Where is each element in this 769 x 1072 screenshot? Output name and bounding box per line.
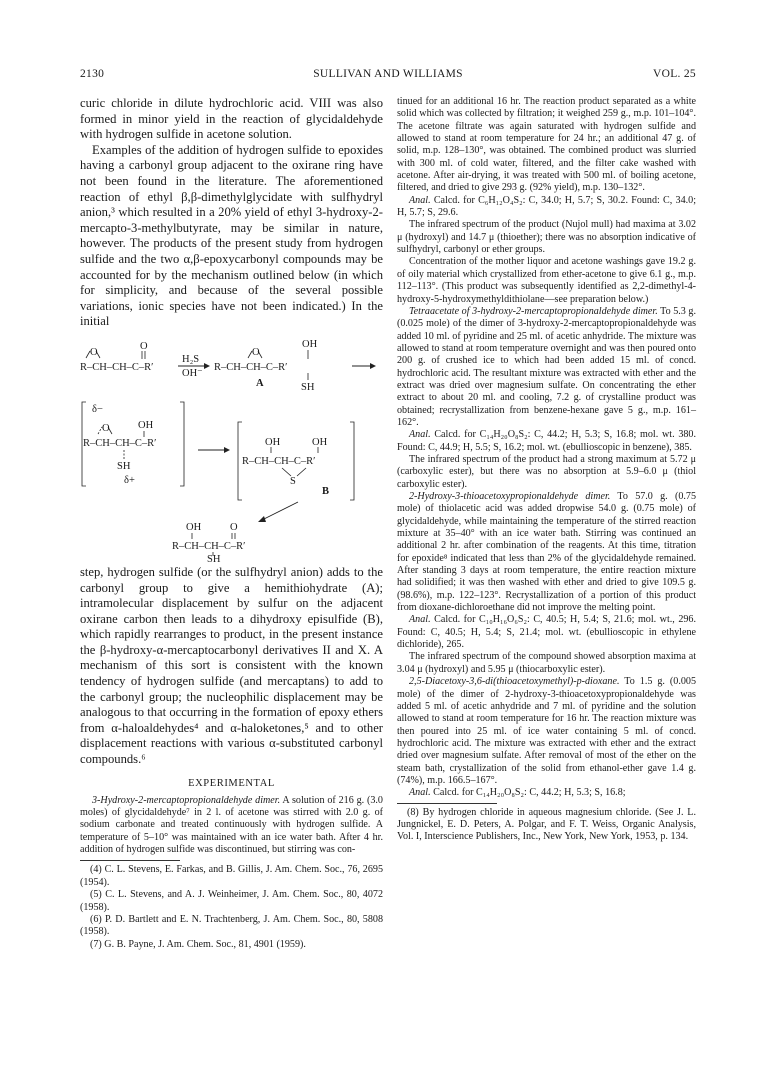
footnote: (4) C. L. Stevens, E. Farkas, and B. Gillis, J. Am. Chem. Soc., 76, 2695 (1954). — [80, 864, 383, 888]
compound-title: 2-Hydroxy-3-thioacetoxypropionaldehyde dimer. — [409, 491, 611, 502]
epoxide-oxygen: O — [90, 346, 98, 358]
ts-oxygen: O — [102, 422, 110, 434]
analysis-paragraph: Anal. Calcd. for C₁₀H₁₆O₆S₂: C, 40.5; H, 5.4; S, 21.6; mol. wt., 296. Found: C, 40.5; H, 5.4; S, 21.4; mol. wt. (ebullioscopic in ethylene dichloride), 265. — [397, 614, 696, 651]
ts-sh: SH — [117, 460, 131, 472]
product-a-formula: R–CH–CH–C–R′ — [214, 361, 288, 373]
footnote: (5) C. L. Stevens, and A. J. Weinheimer, J. Am. Chem. Soc., 80, 4072 (1958). — [80, 889, 383, 913]
paragraph: The infrared spectrum of the product had a strong maximum at 5.72 μ (carboxylic ester), but there was no absorption at 5.9–6.0 μ (thiol carboxylic ester). — [397, 453, 696, 490]
reagent-hydroxide: OH⁻ — [182, 367, 203, 379]
experimental-paragraph: 3-Hydroxy-2-mercaptopropionaldehyde dimer. A solution of 216 g. (3.0 moles) of glycidaldehyde⁷ in 2 l. of acetone was stirred with 2.0 g. of sodium carbonate and treated continuously with hydrogen sulfide. A temperature of 5–10° was maintained with an ice water bath. After 4 hr. addition of hydrogen sulfide was discontinued, but stirring was con- — [80, 794, 383, 855]
ts-oh: OH — [138, 419, 154, 431]
paragraph: The infrared spectrum of the compound showed absorption maxima at 3.04 μ (hydroxyl) and 5.95 μ (thiocarboxylic ester). — [397, 651, 696, 675]
b-oh-left: OH — [265, 436, 281, 448]
ts-formula: R–CH–CH–C–R′ — [83, 437, 157, 449]
footnote: (6) P. D. Bartlett and E. N. Trachtenberg, J. Am. Chem. Soc., 80, 5808 (1958). — [80, 913, 383, 938]
volume-label: VOL. 25 — [653, 68, 696, 80]
product-a-oh: OH — [302, 338, 318, 350]
compound-title: Tetraacetate of 3-hydroxy-2-mercaptopropionaldehyde dimer. — [409, 305, 658, 317]
reactant-formula: R–CH–CH–C–R′ — [80, 361, 154, 373]
paragraph: curic chloride in dilute hydrochloric acid. VIII was also formed in minor yield in the reaction of glycidaldehyde with hydrogen sulfide in acetone solution. — [80, 96, 383, 142]
product-sh: SH — [207, 553, 221, 562]
footnote-divider — [80, 860, 180, 861]
compound-title: 3-Hydroxy-2-mercaptopropionaldehyde dimer. — [92, 794, 281, 806]
footnote-divider — [397, 803, 497, 804]
analysis-paragraph: Anal. Calcd. for C₁₄H₂₀O₈S₂: C, 44.2; H, 5.3; S, 16.8; — [409, 787, 626, 799]
running-head-authors: SULLIVAN AND WILLIAMS — [313, 68, 463, 80]
paragraph: step, hydrogen sulfide (or the sulfhydryl anion) adds to the carbonyl group to give a hemithiohydrate (A); intramolecular displacement by sulfur on the adjacent oxirane carbon then leads to a dihydroxy episulfide (B), which rapidly rearranges to product, in the present instance the β-hydroxy-α-mercaptocarbonyl derivatives II and X. A mechanism of this sort is consistent with the known tendency of hydrogen sulfide (and mercaptans) to add to the carbonyl group; the nucleophilic displacement may be analogous to that occurring in the formation of epoxy ethers from α-haloaldehydes⁴ and α-haloketones,⁵ and to other displacement reactions with various α-substituted carbonyl compounds.⁶ — [80, 564, 383, 767]
delta-minus: δ− — [92, 403, 103, 415]
left-column — [80, 96, 383, 951]
b-sulfur: S — [290, 475, 296, 487]
delta-plus: δ+ — [124, 474, 135, 486]
paragraph: Examples of the addition of hydrogen sulfide to epoxides having a carbonyl group adjacent to the oxirane ring have not been found in the literature. The aforementioned reaction of ethyl β,β-dimethylglycidate with sulfhydryl anion,³ which resulted in a 20% yield of ethyl 3-hydroxy-2-mercapto-3-methylbutyrate, may be similar in nature, however. The products of the present study from hydrogen sulfide and the two α,β-epoxycarbonyl compounds may be accounted for by the mechanism outlined below (in which for simplicity, and because of the several possible variations, ionic species have not been indicated.) In the initial — [80, 142, 383, 329]
experimental-paragraph: 2-Hydroxy-3-thioacetoxypropionaldehyde dimer. To 57.0 g. (0.75 mole) of thiolacetic acid was added dropwise 54.0 g. (0.75 mole) of glycidaldehyde, while maintaining the temperature of the stirred reaction mixture at 35–40° with an ice water bath. Stirring was continued an additional 2 hr. after combination of the reagents. At this time, titration for epoxide⁸ indicated that less than 2% of the glycidaldehyde remained. After standing 3 days at room temperature, the entire reaction mixture had solidified; it was then washed with ether and dried to give 109.5 g. (98.6%), m.p. 122–123°. Recrystallization of a portion of this product from dioxane-dichloroethane did not improve the melting point. — [397, 491, 696, 614]
b-oh-right: OH — [312, 436, 328, 448]
footnote: (8) By hydrogen chloride in aqueous magnesium chloride. (See J. L. Jungnickel, E. D. Peters, A. Polgar, and F. T. Weiss, Organic Analysis, Vol. I, Interscience Publishers, Inc., New York, New York, 1953, p. 134. — [397, 806, 696, 843]
mechanism-diagram — [80, 336, 383, 562]
product-oxygen: O — [230, 521, 238, 533]
experimental-paragraph: 2,5-Diacetoxy-3,6-di(thioacetoxymethyl)-p-dioxane. To 1.5 g. (0.005 mole) of the dimer of 2-hydroxy-3-thioacetoxypropionaldehyde was added 5 ml. of acetic anhydride and 7 ml. of pyridine and the solution allowed to stand at room temperature for 16 hr. The reaction mixture was then poured into 25 ml. of ice water containing 5 ml. of concd. hydrochloric acid. The mixture was extracted with ether and the extract dried over magnesium sulfate. After removal of most of the ether on the steam bath, crystallization of the solid from ethanol-ether gave 1.4 g. (74%), m.p. 166.5–167°. — [397, 676, 696, 786]
product-formula: R–CH–CH–C–R′ — [172, 540, 246, 552]
label-a: A — [256, 377, 264, 389]
b-formula: R–CH–CH–C–R′ — [242, 455, 316, 467]
running-header — [80, 68, 696, 82]
compound-title: 2,5-Diacetoxy-3,6-di(thioacetoxymethyl)-p-dioxane. — [409, 676, 620, 688]
carbonyl-oxygen: O — [140, 340, 148, 352]
reaction-scheme — [80, 336, 383, 562]
paragraph: The infrared spectrum of the product (Nujol mull) had maxima at 3.02 μ (hydroxyl) and 14.7 μ (thioether); there was no absorption indicative of sulfhydryl, carbonyl or ether groups. — [397, 219, 696, 256]
product-a-oxygen: O — [252, 346, 260, 358]
label-b: B — [322, 485, 330, 497]
analysis-paragraph: Anal. Calcd. for C₁₄H₂₀O₈S₂: C, 44.2; H, 5.3; S, 16.8; mol. wt. 380. Found: C, 44.9; H, 5.5; S, 16.2; mol. wt. (ebullioscopic in benzene), 385. — [397, 429, 696, 453]
product-a-sh: SH — [301, 381, 315, 393]
reagent-h2s: H₂S — [182, 353, 200, 365]
analysis-paragraph: Anal. Calcd. for C₆H₁₂O₄S₂: C, 34.0; H, 5.7; S, 30.2. Found: C, 34.0; H, 5.7; S, 29.6. — [397, 194, 696, 219]
experimental-paragraph: Tetraacetate of 3-hydroxy-2-mercaptopropionaldehyde dimer. To 5.3 g. (0.025 mole) of the dimer of 3-hydroxy-2-mercaptopropionaldehyde was added 10 ml. of pyridine and 25 ml. of acetic anhydride. The mixture was allowed to stand at room temperature overnight and was then poured onto 200 g. of crushed ice to which had been added 15 ml. of concd. hydrochloric acid. The resultant mixture was extracted with ether and the extract was dried over magnesium sulfate. On concentrating the ether extract to about 20 ml. and cooling, 7.2 g. of crystalline product was obtained; recrystallization from benzene-hexane gave 5 g., m.p. 161–162°. — [397, 305, 696, 428]
paragraph: Concentration of the mother liquor and acetone washings gave 19.2 g. of oily material which crystallized from ether-acetone to give 6.1 g., m.p. 112–113°. (This product was subsequently identified as 2,2-dimethyl-4-hydroxy-5-hydroxymethyldithiolane—see preparation below.) — [397, 256, 696, 305]
right-column — [397, 96, 696, 844]
paragraph: tinued for an additional 16 hr. The reaction product separated as a white solid which was collected by filtration; it weighed 259 g., m.p. 101–104°. The acetone filtrate was again saturated with hydrogen sulfide and allowed to stand at room temperature for 24 hr.; an additional 47 g. of solid, m.p. 128–130°, was obtained. The combined product was slurried with 300 ml. of cold water, filtered, and the filter cake washed with acetone. After air-drying, it was treated with 500 ml. of boiling acetone, filtered, and dried to give 293 g. (92% yield), m.p. 130–132°. — [397, 96, 696, 194]
section-heading-experimental: EXPERIMENTAL — [188, 777, 275, 789]
footnote: (7) G. B. Payne, J. Am. Chem. Soc., 81, 4901 (1959). — [90, 938, 306, 950]
product-oh: OH — [186, 521, 202, 533]
page-number: 2130 — [80, 68, 105, 80]
